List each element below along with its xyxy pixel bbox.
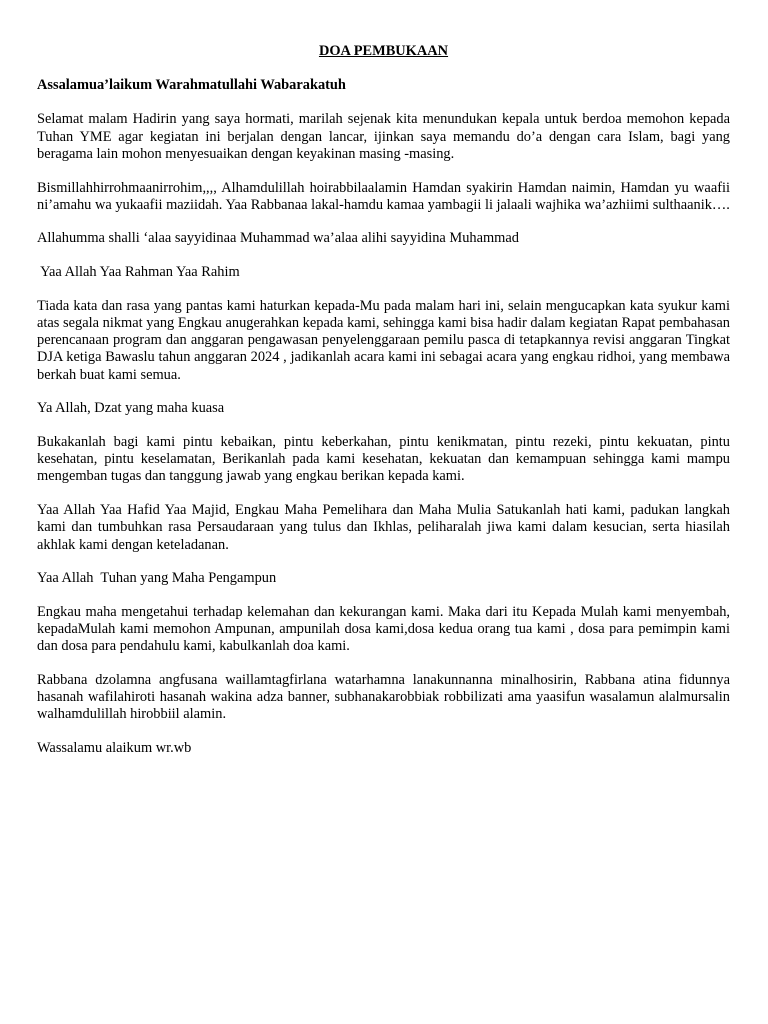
greeting: Assalamua’laikum Warahmatullahi Wabarakatuh — [37, 77, 346, 94]
paragraph-rabbana: Rabbana dzolamna angfusana waillamtagfirlana watarhamna lanakunnanna minalhosirin, Rabbana atina fidunnya hasanah wafilahiroti hasanah wakina adza banner, subhanakarobbiak robbilizati ama yaasifun wasalamun alalmursalin walhamdulillah hirobbiil alamin. — [37, 672, 730, 723]
paragraph-invocation-kuasa: Ya Allah, Dzat yang maha kuasa — [37, 400, 225, 417]
paragraph-invocation-pengampun: Yaa Allah Tuhan yang Maha Pengampun — [37, 570, 277, 587]
paragraph-forgiveness: Engkau maha mengetahui terhadap kelemahan dan kekurangan kami. Maka dari itu Kepada Mulah kami menyembah, kepadaMulah kami memohon Ampunan, ampunilah dosa kami,dosa kedua orang tua kami , dosa para pemimpin kami dan dosa para pendahulu kami, kabulkanlah doa kami. — [37, 603, 730, 655]
document-title: DOA PEMBUKAAN — [318, 43, 449, 59]
paragraph-shalawat: Allahumma shalli ‘alaa sayyidinaa Muhammad wa’alaa alihi sayyidina Muhammad — [37, 230, 519, 247]
paragraph-closing: Wassalamu alaikum wr.wb — [37, 740, 192, 757]
paragraph-doors: Bukakanlah bagi kami pintu kebaikan, pintu keberkahan, pintu kenikmatan, pintu rezeki, pintu kekuatan, pintu kesehatan, pintu keselamatan, Berikanlah pada kami kesehatan, kekuatan dan kemampuan sehingga kami mampu mengemban tugas dan tanggung jawab yang engkau berikan kepada kami. — [37, 434, 730, 485]
paragraph-bismillah: Bismillahhirrohmaanirrohim,,,, Alhamdulillah hoirabbilaalamin Hamdan syakirin Hamdan naimin, Hamdan yu waafii ni’amahu wa yukaafii maziidah. Yaa Rabbanaa lakal-hamdu kamaa yambagii li jalaali wajhika wa’azhiimi sulthaanik…. — [37, 179, 730, 213]
paragraph-hafid-majid: Yaa Allah Yaa Hafid Yaa Majid, Engkau Maha Pemelihara dan Maha Mulia Satukanlah hati kami, padukan langkah kami dan tumbuhkan rasa Persaudaraan yang tulus dan Ikhlas, peliharalah jiwa kami dalam kesucian, serta hiasilah akhlak kami dengan keteladanan. — [37, 502, 730, 553]
paragraph-invocation-rahman: Yaa Allah Yaa Rahman Yaa Rahim — [37, 264, 240, 281]
paragraph-opening: Selamat malam Hadirin yang saya hormati, marilah sejenak kita menundukan kepala untuk berdoa memohon kepada Tuhan YME agar kegiatan ini berjalan dengan lancar, ijinkan saya memandu do’a dengan cara Islam, bagi yang beragama lain mohon menyesuaikan dengan keyakinan masing -masing. — [37, 111, 730, 162]
document-page — [37, 43, 730, 774]
paragraph-gratitude: Tiada kata dan rasa yang pantas kami haturkan kepada-Mu pada malam hari ini, selain mengucapkan kata syukur kami atas segala nikmat yang Engkau anugerahkan kepada kami, sehingga kami bisa hadir dalam kegiatan Rapat pembahasan perencanaan program dan anggaran pengawasan penyelenggaraan pemilu pasca di tetapkannya revisi anggaran Tingkat DJA ketiga Bawaslu tahun anggaran 2024 , jadikanlah acara kami ini sebagai acara yang engkau ridhoi, yang membawa berkah buat kami semua. — [37, 297, 730, 383]
